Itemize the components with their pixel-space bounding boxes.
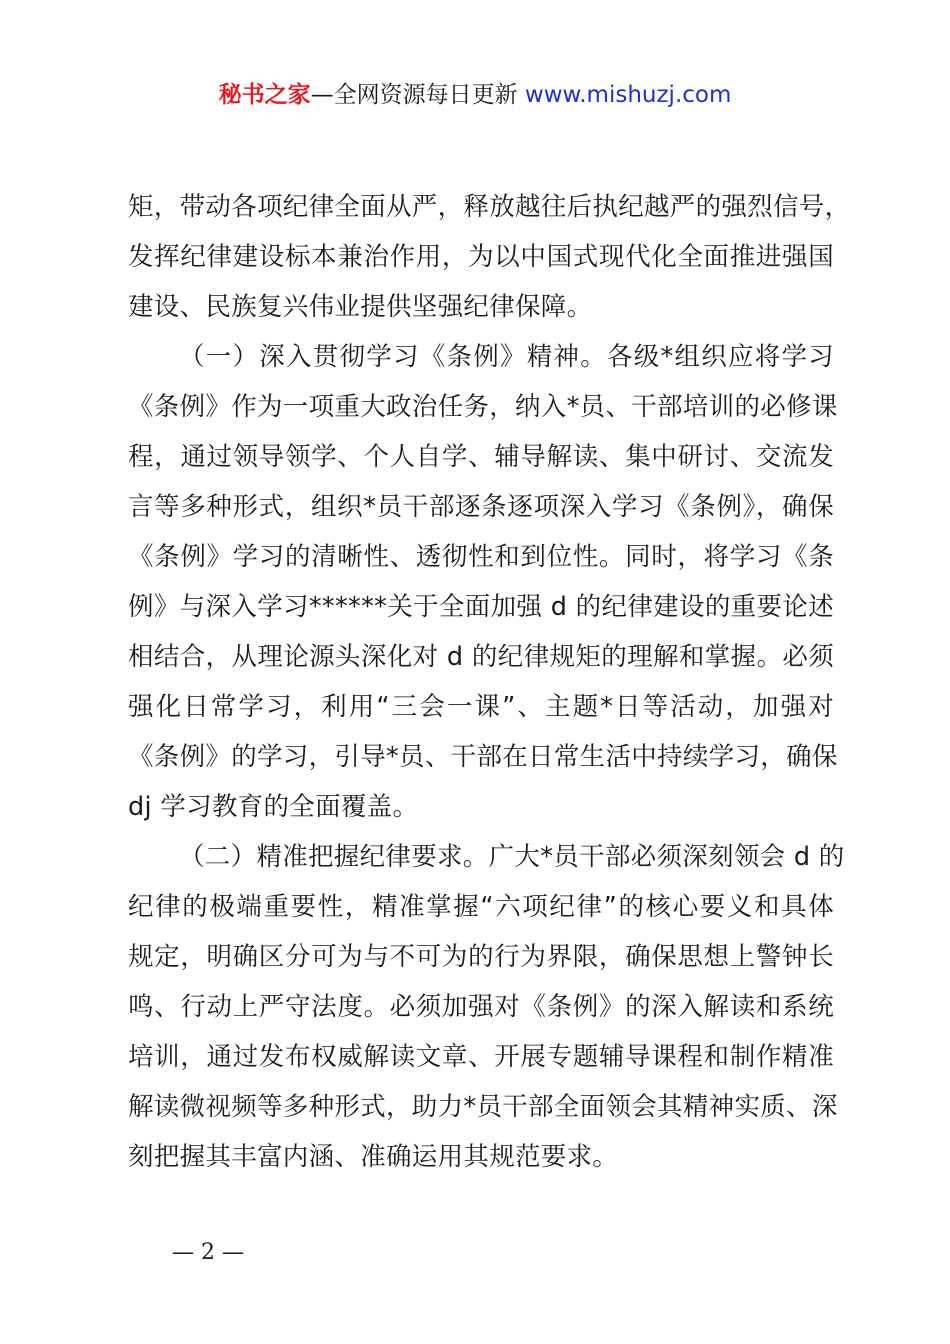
text-line: 《条例》学习的清晰性、透彻性和到位性。同时，将学习《条 [128,542,834,572]
text-line: 例》与深入学习******关于全面加强 d 的纪律建设的重要论述 [128,592,834,622]
text-line: 建设、民族复兴伟业提供坚强纪律保障。 [128,292,593,322]
text-line: 发挥纪律建设标本兼治作用，为以中国式现代化全面推进强国 [128,242,834,272]
text-line: 矩，带动各项纪律全面从严，释放越往后执纪越严的强烈信号， [128,192,851,222]
text-line: 言等多种形式，组织*员干部逐条逐项深入学习《条例》，确保 [128,492,834,522]
text-line: 程，通过领导领学、个人自学、辅导解读、集中研讨、交流发 [128,442,834,472]
section-heading-line: （二）精准把握纪律要求。广大*员干部必须深刻领会 d 的 [179,842,845,872]
document-body [128,182,851,1182]
text-line: 纪律的极端重要性，精准掌握“六项纪律”的核心要义和具体 [128,892,834,922]
text-line: 培训，通过发布权威解读文章、开展专题辅导课程和制作精准 [128,1042,834,1072]
text-line: 相结合，从理论源头深化对 d 的纪律规矩的理解和掌握。必须 [128,642,834,672]
text-line: dj 学习教育的全面覆盖。 [128,792,419,822]
text-line: 《条例》的学习，引导*员、干部在日常生活中持续学习，确保 [128,742,838,772]
site-header [0,78,950,112]
text-line: 刻把握其丰富内涵、准确运用其规范要求。 [128,1142,619,1172]
site-url[interactable]: www.mishuzj.com [524,82,732,108]
brand-name: 秘书之家 [218,82,311,108]
page-number: — 2 — [172,1240,244,1265]
section-heading-line: （一）深入贯彻学习《条例》精神。各级*组织应将学习 [179,342,834,372]
text-line: 鸣、行动上严守法度。必须加强对《条例》的深入解读和系统 [128,992,834,1022]
text-line: 解读微视频等多种形式，助力*员干部全面领会其精神实质、深 [128,1092,838,1122]
header-tagline: —全网资源每日更新 [310,82,518,108]
text-line: 强化日常学习，利用“三会一课”、主题*日等活动，加强对 [128,692,834,722]
text-line: 《条例》作为一项重大政治任务，纳入*员、干部培训的必修课 [128,392,838,422]
text-line: 规定，明确区分可为与不可为的行为界限，确保思想上警钟长 [128,942,834,972]
